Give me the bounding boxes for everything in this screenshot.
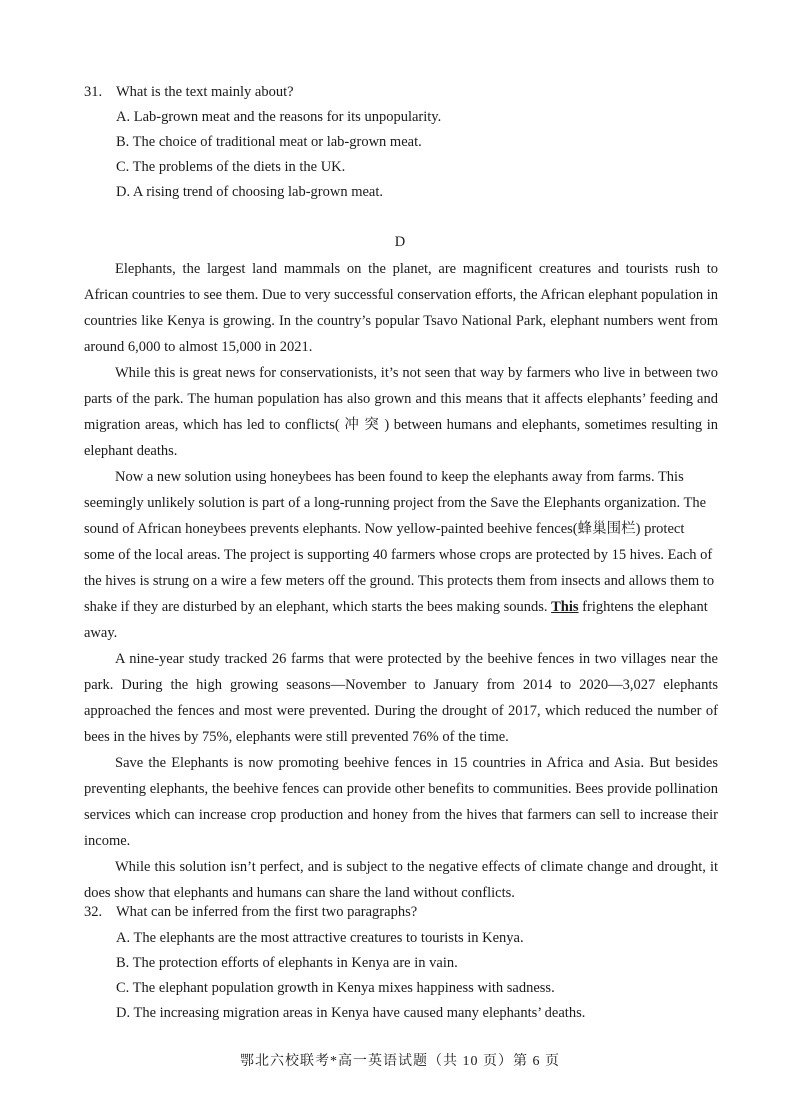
- paragraph-5: Save the Elephants is now promoting beehive fences in 15 countries in Africa and Asia. But besides preventing elephants, the beehive fences can provide other benefits to communities. Bees provide pollination services which can increase crop production and honey from the hives that farmers can sell to increase their income.: [84, 755, 718, 849]
- question-31-stem: [84, 82, 294, 102]
- question-text: What is the text mainly about?: [116, 84, 294, 100]
- question-number: 32.: [84, 904, 103, 920]
- q32-option-d: D. The increasing migration areas in Kenya have caused many elephants’ deaths.: [116, 1005, 586, 1021]
- question-number: 31.: [84, 84, 103, 100]
- question-32-stem: [84, 902, 417, 922]
- reading-passage: [84, 256, 718, 906]
- question-text: What can be inferred from the first two paragraphs?: [116, 904, 418, 920]
- paragraph-1: Elephants, the largest land mammals on the planet, are magnificent creatures and tourists rush to African countries to see them. Due to very successful conservation efforts, the African elephant population in countries like Kenya is growing. In the country’s popular Tsavo National Park, elephant numbers went from around 6,000 to almost 15,000 in 2021.: [84, 261, 718, 355]
- paragraph-2: While this is great news for conservationists, it’s not seen that way by farmers who live in between two parts of the park. The human population has also grown and this means that it affects elephants’ feeding and migration areas, which has led to conflicts( 冲 突 ) between humans and elephants, sometimes resulting in elephant deaths.: [84, 365, 718, 459]
- q31-option-a: A. Lab-grown meat and the reasons for its unpopularity.: [116, 109, 442, 125]
- page-footer: 鄂北六校联考*高一英语试题（共 10 页）第 6 页: [240, 1054, 560, 1069]
- q32-option-c: C. The elephant population growth in Kenya mixes happiness with sadness.: [116, 980, 555, 996]
- q32-option-b: B. The protection efforts of elephants in Kenya are in vain.: [116, 955, 458, 971]
- paragraph-4: A nine-year study tracked 26 farms that were protected by the beehive fences in two villages near the park. During the high growing seasons—November to January from 2014 to 2020—3,027 elephants approached the fences and most were prevented. During the drought of 2017, which reduced the number of bees in the hives by 75%, elephants were still prevented 76% of the time.: [84, 651, 718, 745]
- underlined-word-this: This: [551, 599, 579, 615]
- paragraph-6: While this solution isn’t perfect, and is subject to the negative effects of climate change and drought, it does show that elephants and humans can share the land without conflicts.: [84, 859, 718, 901]
- section-heading: D: [394, 234, 406, 250]
- q31-option-c: C. The problems of the diets in the UK.: [116, 159, 346, 175]
- paragraph-3: [84, 464, 718, 646]
- paragraph-3-main: Now a new solution using honeybees has been found to keep the elephants away from farms. This seemingly unlikely solution is part of a long-running project from the Save the Elephants organization. The sound of African honeybees prevents elephants. Now yellow-painted beehive fences(蜂巢围栏) protect some of the local areas. The project is supporting 40 farmers whose crops are protected by 15 hives. Each of the hives is strung on a wire a few meters off the ground. This protects them from insects and allows them to shake if they are disturbed by an elephant, which starts the bees making sounds.: [84, 469, 715, 615]
- paragraph-3-end: frightens the elephant away.: [84, 599, 708, 641]
- q32-option-a: A. The elephants are the most attractive creatures to tourists in Kenya.: [116, 930, 524, 946]
- q31-option-d: D. A rising trend of choosing lab-grown meat.: [116, 184, 383, 200]
- q31-option-b: B. The choice of traditional meat or lab-grown meat.: [116, 134, 422, 150]
